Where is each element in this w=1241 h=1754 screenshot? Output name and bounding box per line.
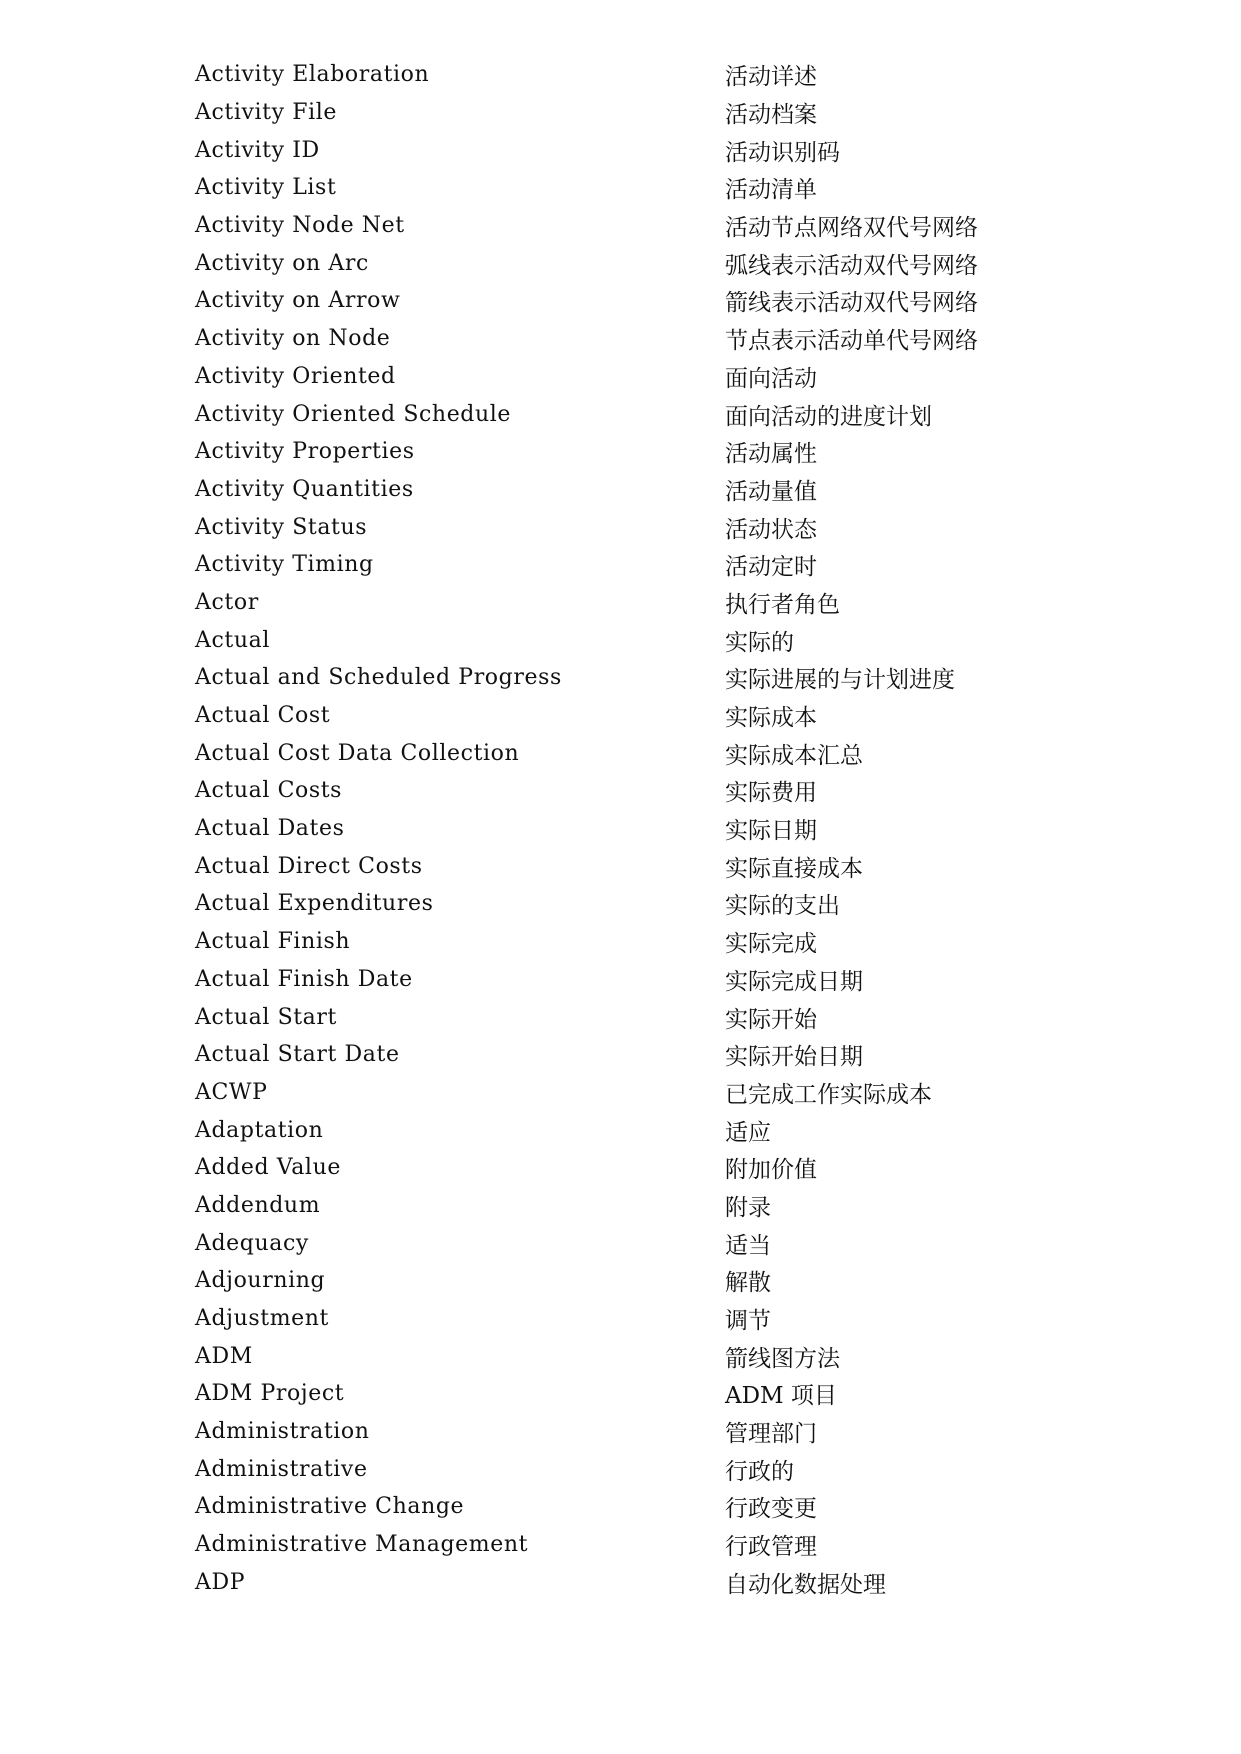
chinese-translation: 活动识别码 — [725, 139, 840, 166]
chinese-translation: 实际完成 — [725, 931, 817, 958]
chinese-translation: 附加价值 — [725, 1157, 817, 1184]
english-term: Activity on Arc — [195, 250, 369, 276]
english-term: Actual Finish — [195, 929, 351, 955]
glossary-row — [195, 1337, 1055, 1375]
english-term: Actual and Scheduled Progress — [195, 665, 562, 691]
english-term: Activity File — [195, 100, 337, 126]
chinese-translation: 活动清单 — [725, 177, 817, 204]
glossary-row — [195, 1488, 1055, 1526]
glossary-row — [195, 621, 1055, 659]
glossary-row — [195, 1149, 1055, 1187]
english-term: Activity Timing — [195, 552, 374, 578]
glossary-row — [195, 471, 1055, 509]
glossary-row — [195, 697, 1055, 735]
english-term: Actual Start — [195, 1004, 337, 1030]
chinese-translation: 活动属性 — [725, 441, 817, 468]
chinese-translation: 面向活动 — [725, 365, 817, 392]
english-term: Adjustment — [195, 1306, 329, 1332]
glossary-row — [195, 1111, 1055, 1149]
english-term: Activity Oriented Schedule — [195, 401, 512, 427]
english-term: Activity Properties — [195, 439, 415, 465]
glossary-row — [195, 94, 1055, 132]
chinese-translation: 实际成本汇总 — [725, 742, 863, 769]
chinese-translation: 已完成工作实际成本 — [725, 1081, 932, 1108]
chinese-translation: 箭线图方法 — [725, 1345, 840, 1372]
chinese-translation: 节点表示活动单代号网络 — [725, 328, 978, 355]
glossary-row — [195, 244, 1055, 282]
glossary-row — [195, 885, 1055, 923]
english-term: Addendum — [195, 1192, 321, 1218]
glossary-row — [195, 56, 1055, 94]
glossary-row — [195, 320, 1055, 358]
english-term: ADM Project — [195, 1381, 345, 1407]
english-term: ACWP — [195, 1079, 268, 1105]
english-term: Activity Oriented — [195, 363, 396, 389]
chinese-translation: 实际日期 — [725, 818, 817, 845]
glossary-row — [195, 1413, 1055, 1451]
chinese-translation: 行政变更 — [725, 1496, 817, 1523]
english-term: Activity Quantities — [195, 476, 414, 502]
glossary-row — [195, 659, 1055, 697]
chinese-translation: 箭线表示活动双代号网络 — [725, 290, 978, 317]
glossary-row — [195, 961, 1055, 999]
english-term: Actual Cost — [195, 703, 331, 729]
glossary-row — [195, 847, 1055, 885]
english-term: Activity on Arrow — [195, 288, 401, 314]
chinese-translation: 附录 — [725, 1194, 771, 1221]
glossary-row — [195, 1036, 1055, 1074]
chinese-translation: ADM 项目 — [725, 1383, 837, 1410]
chinese-translation: 适应 — [725, 1119, 771, 1146]
glossary-row — [195, 584, 1055, 622]
chinese-translation: 活动定时 — [725, 554, 817, 581]
english-term: Actual — [195, 627, 270, 653]
english-term: Actual Finish Date — [195, 966, 413, 992]
chinese-translation: 实际进展的与计划进度 — [725, 667, 955, 694]
glossary-row — [195, 169, 1055, 207]
english-term: ADP — [195, 1569, 246, 1595]
glossary-row — [195, 998, 1055, 1036]
glossary-row — [195, 358, 1055, 396]
chinese-translation: 弧线表示活动双代号网络 — [725, 252, 978, 279]
glossary-row — [195, 1074, 1055, 1112]
chinese-translation: 实际开始日期 — [725, 1044, 863, 1071]
chinese-translation: 行政管理 — [725, 1534, 817, 1561]
english-term: Activity Node Net — [195, 213, 405, 239]
glossary-row — [195, 508, 1055, 546]
english-term: Actual Start Date — [195, 1042, 400, 1068]
glossary-row — [195, 1375, 1055, 1413]
glossary-row — [195, 1564, 1055, 1602]
glossary-row — [195, 395, 1055, 433]
chinese-translation: 活动详述 — [725, 64, 817, 91]
chinese-translation: 活动量值 — [725, 478, 817, 505]
glossary-row — [195, 810, 1055, 848]
chinese-translation: 活动状态 — [725, 516, 817, 543]
glossary-row — [195, 923, 1055, 961]
glossary-row — [195, 131, 1055, 169]
chinese-translation: 行政的 — [725, 1458, 794, 1485]
glossary-row — [195, 1526, 1055, 1564]
glossary-row — [195, 282, 1055, 320]
chinese-translation: 活动档案 — [725, 102, 817, 129]
english-term: Administrative Change — [195, 1494, 465, 1520]
glossary-row — [195, 433, 1055, 471]
english-term: Actual Expenditures — [195, 891, 434, 917]
chinese-translation: 解散 — [725, 1270, 771, 1297]
glossary-row — [195, 1224, 1055, 1262]
glossary-row — [195, 1450, 1055, 1488]
chinese-translation: 实际成本 — [725, 705, 817, 732]
english-term: Actual Cost Data Collection — [195, 740, 520, 766]
english-term: Adjourning — [195, 1268, 326, 1294]
english-term: Activity ID — [195, 137, 320, 163]
glossary-row — [195, 1262, 1055, 1300]
chinese-translation: 实际开始 — [725, 1006, 817, 1033]
chinese-translation: 面向活动的进度计划 — [725, 403, 932, 430]
glossary-row — [195, 734, 1055, 772]
glossary-row — [195, 546, 1055, 584]
english-term: Added Value — [195, 1155, 341, 1181]
chinese-translation: 管理部门 — [725, 1421, 817, 1448]
english-term: Adequacy — [195, 1230, 309, 1256]
english-term: ADM — [195, 1343, 253, 1369]
chinese-translation: 执行者角色 — [725, 591, 840, 618]
english-term: Actor — [195, 589, 259, 615]
english-term: Activity Elaboration — [195, 62, 430, 88]
english-term: Actual Direct Costs — [195, 853, 423, 879]
english-term: Activity Status — [195, 514, 368, 540]
english-term: Administration — [195, 1419, 370, 1445]
chinese-translation: 实际直接成本 — [725, 855, 863, 882]
chinese-translation: 活动节点网络双代号网络 — [725, 215, 978, 242]
glossary-table — [195, 56, 1055, 1601]
english-term: Activity on Node — [195, 326, 391, 352]
chinese-translation: 实际的支出 — [725, 893, 840, 920]
glossary-row — [195, 207, 1055, 245]
glossary-row — [195, 772, 1055, 810]
english-term: Actual Dates — [195, 816, 345, 842]
chinese-translation: 实际费用 — [725, 780, 817, 807]
chinese-translation: 实际完成日期 — [725, 968, 863, 995]
chinese-translation: 调节 — [725, 1308, 771, 1335]
chinese-translation: 适当 — [725, 1232, 771, 1259]
english-term: Activity List — [195, 175, 337, 201]
english-term: Administrative — [195, 1456, 368, 1482]
chinese-translation: 实际的 — [725, 629, 794, 656]
english-term: Adaptation — [195, 1117, 324, 1143]
chinese-translation: 自动化数据处理 — [725, 1571, 886, 1598]
english-term: Administrative Management — [195, 1532, 529, 1558]
glossary-row — [195, 1300, 1055, 1338]
english-term: Actual Costs — [195, 778, 343, 804]
glossary-row — [195, 1187, 1055, 1225]
